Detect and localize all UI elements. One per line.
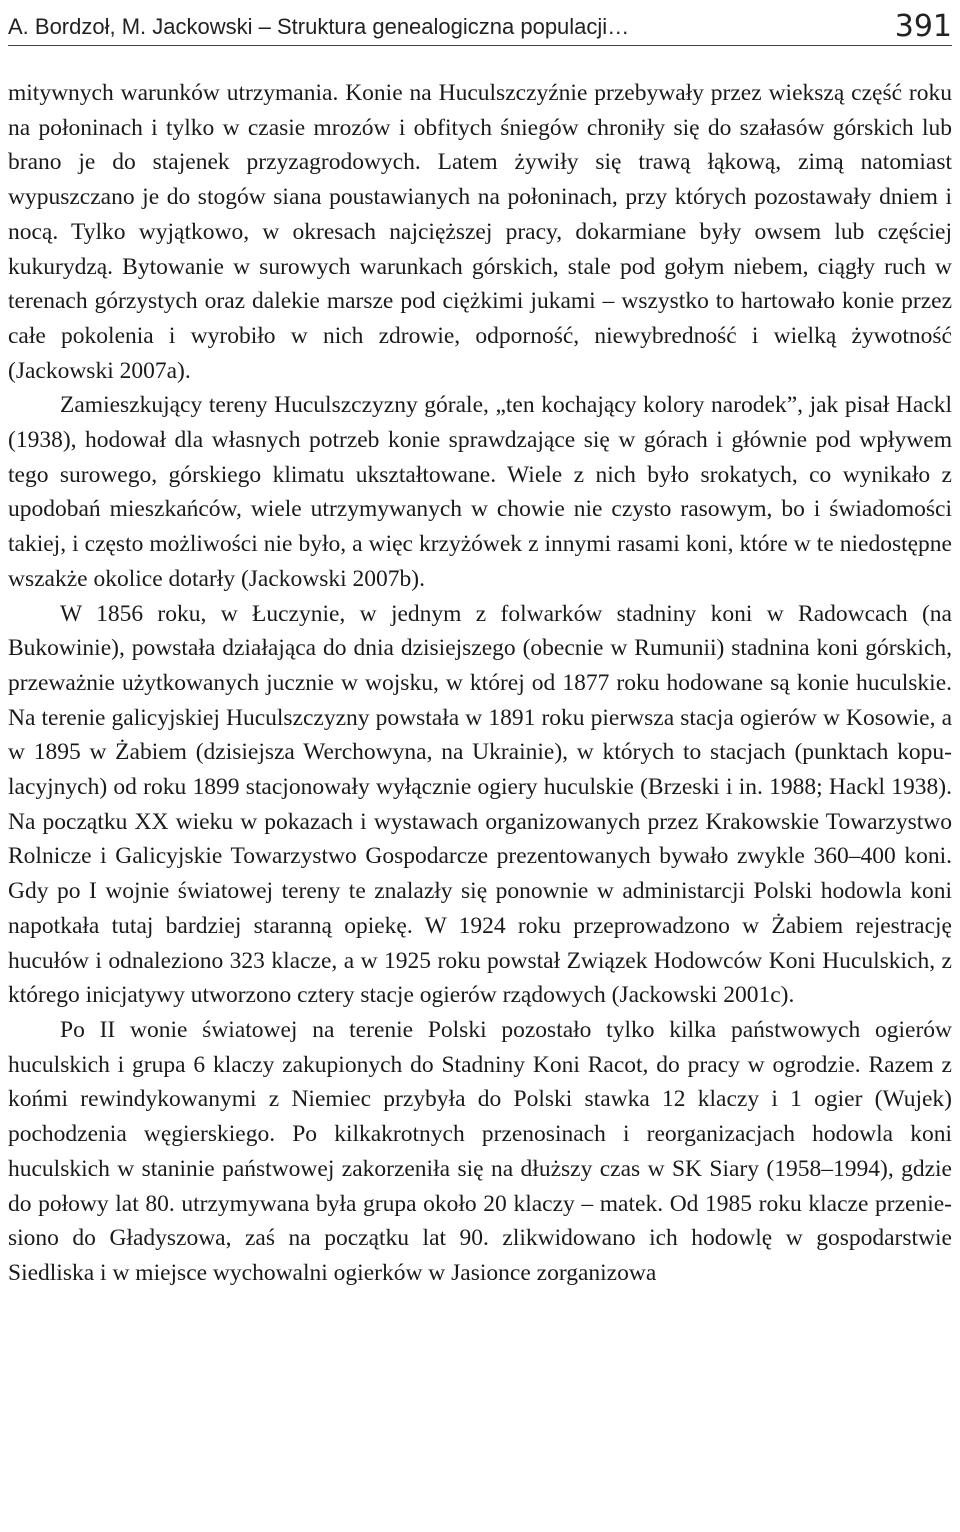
running-header-title: A. Bordzoł, M. Jackowski – Struktura genealogiczna populacji… bbox=[8, 14, 630, 39]
page-number: 391 bbox=[894, 9, 952, 44]
body-text bbox=[8, 76, 952, 1291]
header-rule bbox=[8, 45, 952, 46]
paragraph: W 1856 roku, w Łuczynie, w jednym z folwarków stadniny koni w Radowcach (na Bukowinie), powstała działająca do dnia dzisiejszego (obecnie w Rumunii) stadnina koni górskich, przeważnie użytkowanych jucznie w wojsku, w której od 1877 roku hodowane są konie huculskie. Na terenie galicyjskiej Huculszczyzny powstała w 1891 roku pierwsza stacja ogierów w Kosowie, a w 1895 w Żabiem (dzisiejsza Werchowyna, na Ukrainie), w których to stacjach (punktach kopulacyjnych) od roku 1899 stacjonowały wyłącznie ogiery huculskie (Brzeski i in. 1988; Hackl 1938). Na początku XX wieku w pokazach i wystawach organizowanych przez Krakowskie Towarzystwo Rolnicze i Galicyjskie Towarzystwo Gospodarcze prezentowanych bywało zwykle 360–400 koni. Gdy po I wojnie światowej tereny te znalazły się ponownie w administarcji Polski hodowla koni napotkała tutaj bardziej staranną opiekę. W 1924 roku przeprowadzono w Żabiem rejestrację hucułów i odnaleziono 323 klacze, a w 1925 roku powstał Związek Hodowców Koni Huculskich, z którego inicjatywy utworzono cztery stacje ogierów rządowych (Jackowski 2001c). bbox=[8, 600, 952, 1009]
paragraph: Po II wonie światowej na terenie Polski pozostało tylko kilka państwowych ogierów huculskich i grupa 6 klaczy zakupionych do Stadniny Koni Racot, do pracy w ogrodzie. Razem z końmi rewindykowanymi z Niemiec przybyła do Polski stawka 12 klaczy i 1 ogier (Wujek) pochodzenia węgierskiego. Po kilkakrotnych przenosinach i reorganizacjach hodowla koni huculskich w staninie państwowej zakorzeniła się na dłuższy czas w SK Siary (1958–1994), gdzie do połowy lat 80. utrzymywana była grupa około 20 klaczy – matek. Od 1985 roku klacze przeniesiono do Gładyszowa, zaś na początku lat 90. zlikwidowano ich hodowlę w gospodarstwie Siedliska i w miejsce wychowalni ogierków w Jasionce zorganizowa bbox=[8, 1016, 952, 1286]
running-header bbox=[8, 4, 952, 44]
paragraph-continued: mitywnych warunków utrzymania. Konie na Huculszczyźnie przebywały przez wiekszą część roku na połoninach i tylko w czasie mrozów i obfitych śniegów chroniły się do szałasów górskich lub brano je do stajenek przyzagrodowych. Latem żywiły się trawą łąkową, zimą natomiast wypuszczano je do stogów siana poustawianych na połoninach, przy których pozostawały dniem i nocą. Tylko wyjątkowo, w okresach najcięższej pracy, dokarmiane były owsem lub częściej kukurydzą. Bytowanie w surowych warunkach górskich, stale pod gołym niebem, ciągły ruch w terenach górzystych oraz dalekie marsze pod ciężkimi jukami – wszystko to hartowało konie przez całe pokolenia i wyrobiło w nich zdrowie, odporność, niewybredność i wielką żywotność (Jackowski 2007a). bbox=[8, 80, 952, 384]
paragraph: Zamieszkujący tereny Huculszczyzny górale, „ten kochający kolory narodek”, jak pisał Hackl (1938), hodował dla własnych potrzeb konie sprawdzające się w górach i głównie pod wpływem tego surowego, górskiego klimatu ukształtowane. Wiele z nich było srokatych, co wynikało z upodobań mieszkańców, wiele utrzymywanych w chowie nie czysto rasowym, bo i świadomości takiej, i często możliwości nie było, a więc krzyżówek z innymi rasami koni, które w te niedostępne wszakże okolice dotarły (Jackowski 2007b). bbox=[8, 392, 952, 592]
